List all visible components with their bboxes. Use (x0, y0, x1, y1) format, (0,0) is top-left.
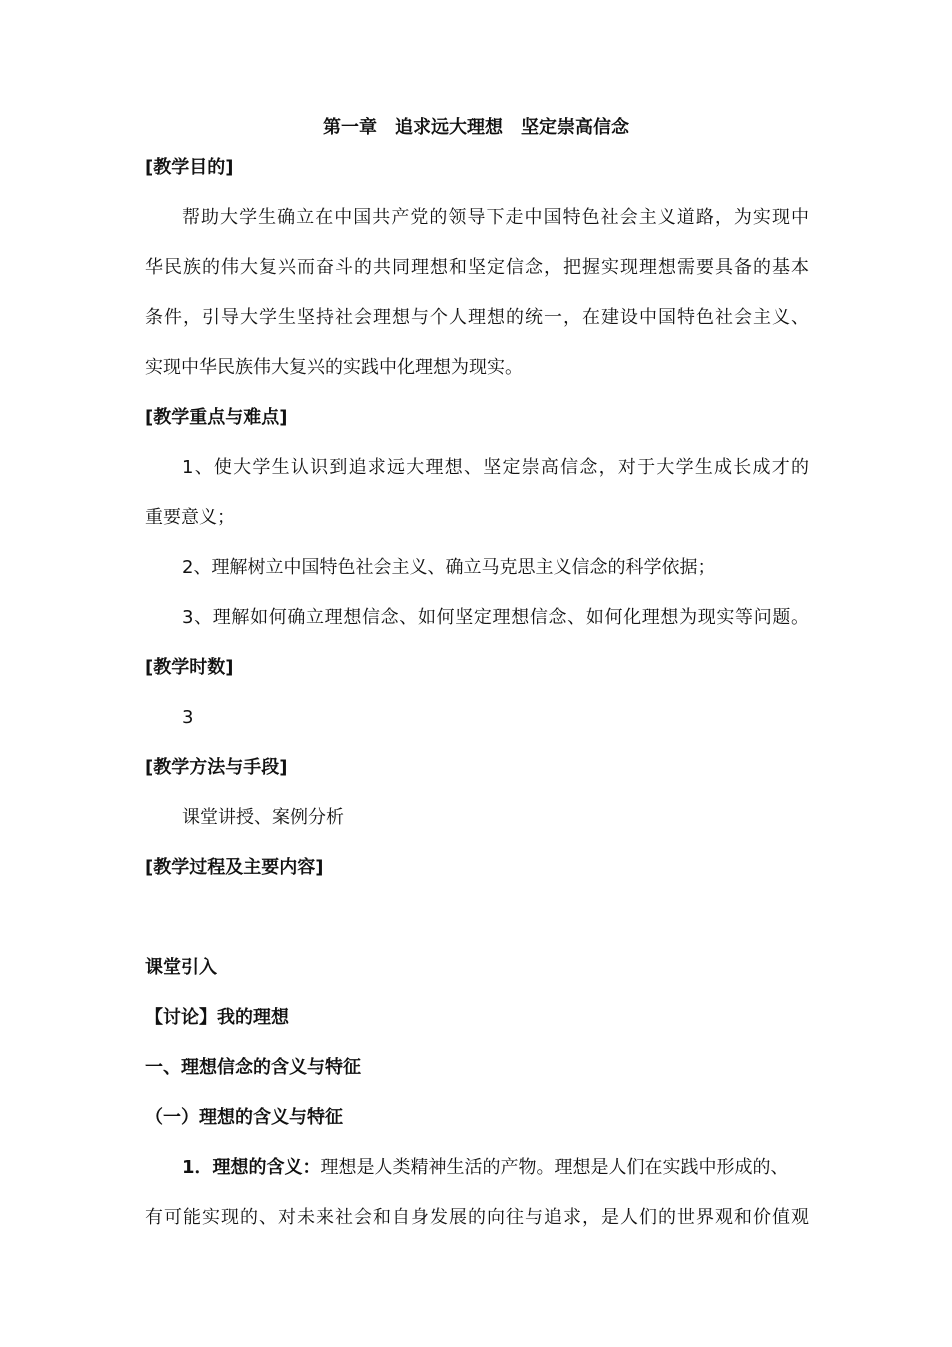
goal-heading: [教学目的] (145, 157, 234, 178)
goal-line-1: 帮助大学生确立在中国共产党的领导下走中国特色社会主义道路，为实现中 (182, 207, 809, 228)
intro-heading: 课堂引入 (145, 957, 217, 978)
method-heading: [教学方法与手段] (145, 757, 288, 778)
point1-cont: 有可能实现的、对未来社会和自身发展的向往与追求，是人们的世界观和价值观 (145, 1207, 809, 1228)
discussion-heading: 【讨论】我的理想 (145, 1007, 289, 1028)
hours-heading: [教学时数] (145, 657, 234, 678)
point1-label: 1．理想的含义： (182, 1157, 321, 1178)
method-value: 课堂讲授、案例分析 (182, 807, 344, 828)
goal-line-2: 华民族的伟大复兴而奋斗的共同理想和坚定信念，把握实现理想需要具备的基本 (145, 257, 809, 278)
goal-line-4: 实现中华民族伟大复兴的实践中化理想为现实。 (145, 357, 523, 378)
part1-heading: 一、理想信念的含义与特征 (145, 1057, 361, 1078)
point1-text: 理想是人类精神生活的产物。理想是人们在实践中形成的、 (320, 1157, 789, 1178)
focus-line-2: 2、理解树立中国特色社会主义、确立马克思主义信念的科学依据； (182, 557, 716, 578)
goal-line-3: 条件，引导大学生坚持社会理想与个人理想的统一，在建设中国特色社会主义、 (145, 307, 809, 328)
hours-value: 3 (182, 707, 194, 728)
focus-heading: [教学重点与难点] (145, 407, 288, 428)
process-heading: [教学过程及主要内容] (145, 857, 324, 878)
sub1-heading: （一）理想的含义与特征 (145, 1107, 343, 1128)
chapter-title: 第一章 追求远大理想 坚定崇高信念 (323, 117, 629, 138)
point1-line (182, 1156, 789, 1180)
focus-line-1-cont: 重要意义； (145, 507, 235, 528)
focus-line-3: 3、理解如何确立理想信念、如何坚定理想信念、如何化理想为现实等问题。 (182, 607, 809, 628)
focus-line-1: 1、使大学生认识到追求远大理想、坚定崇高信念，对于大学生成长成才的 (182, 457, 809, 478)
